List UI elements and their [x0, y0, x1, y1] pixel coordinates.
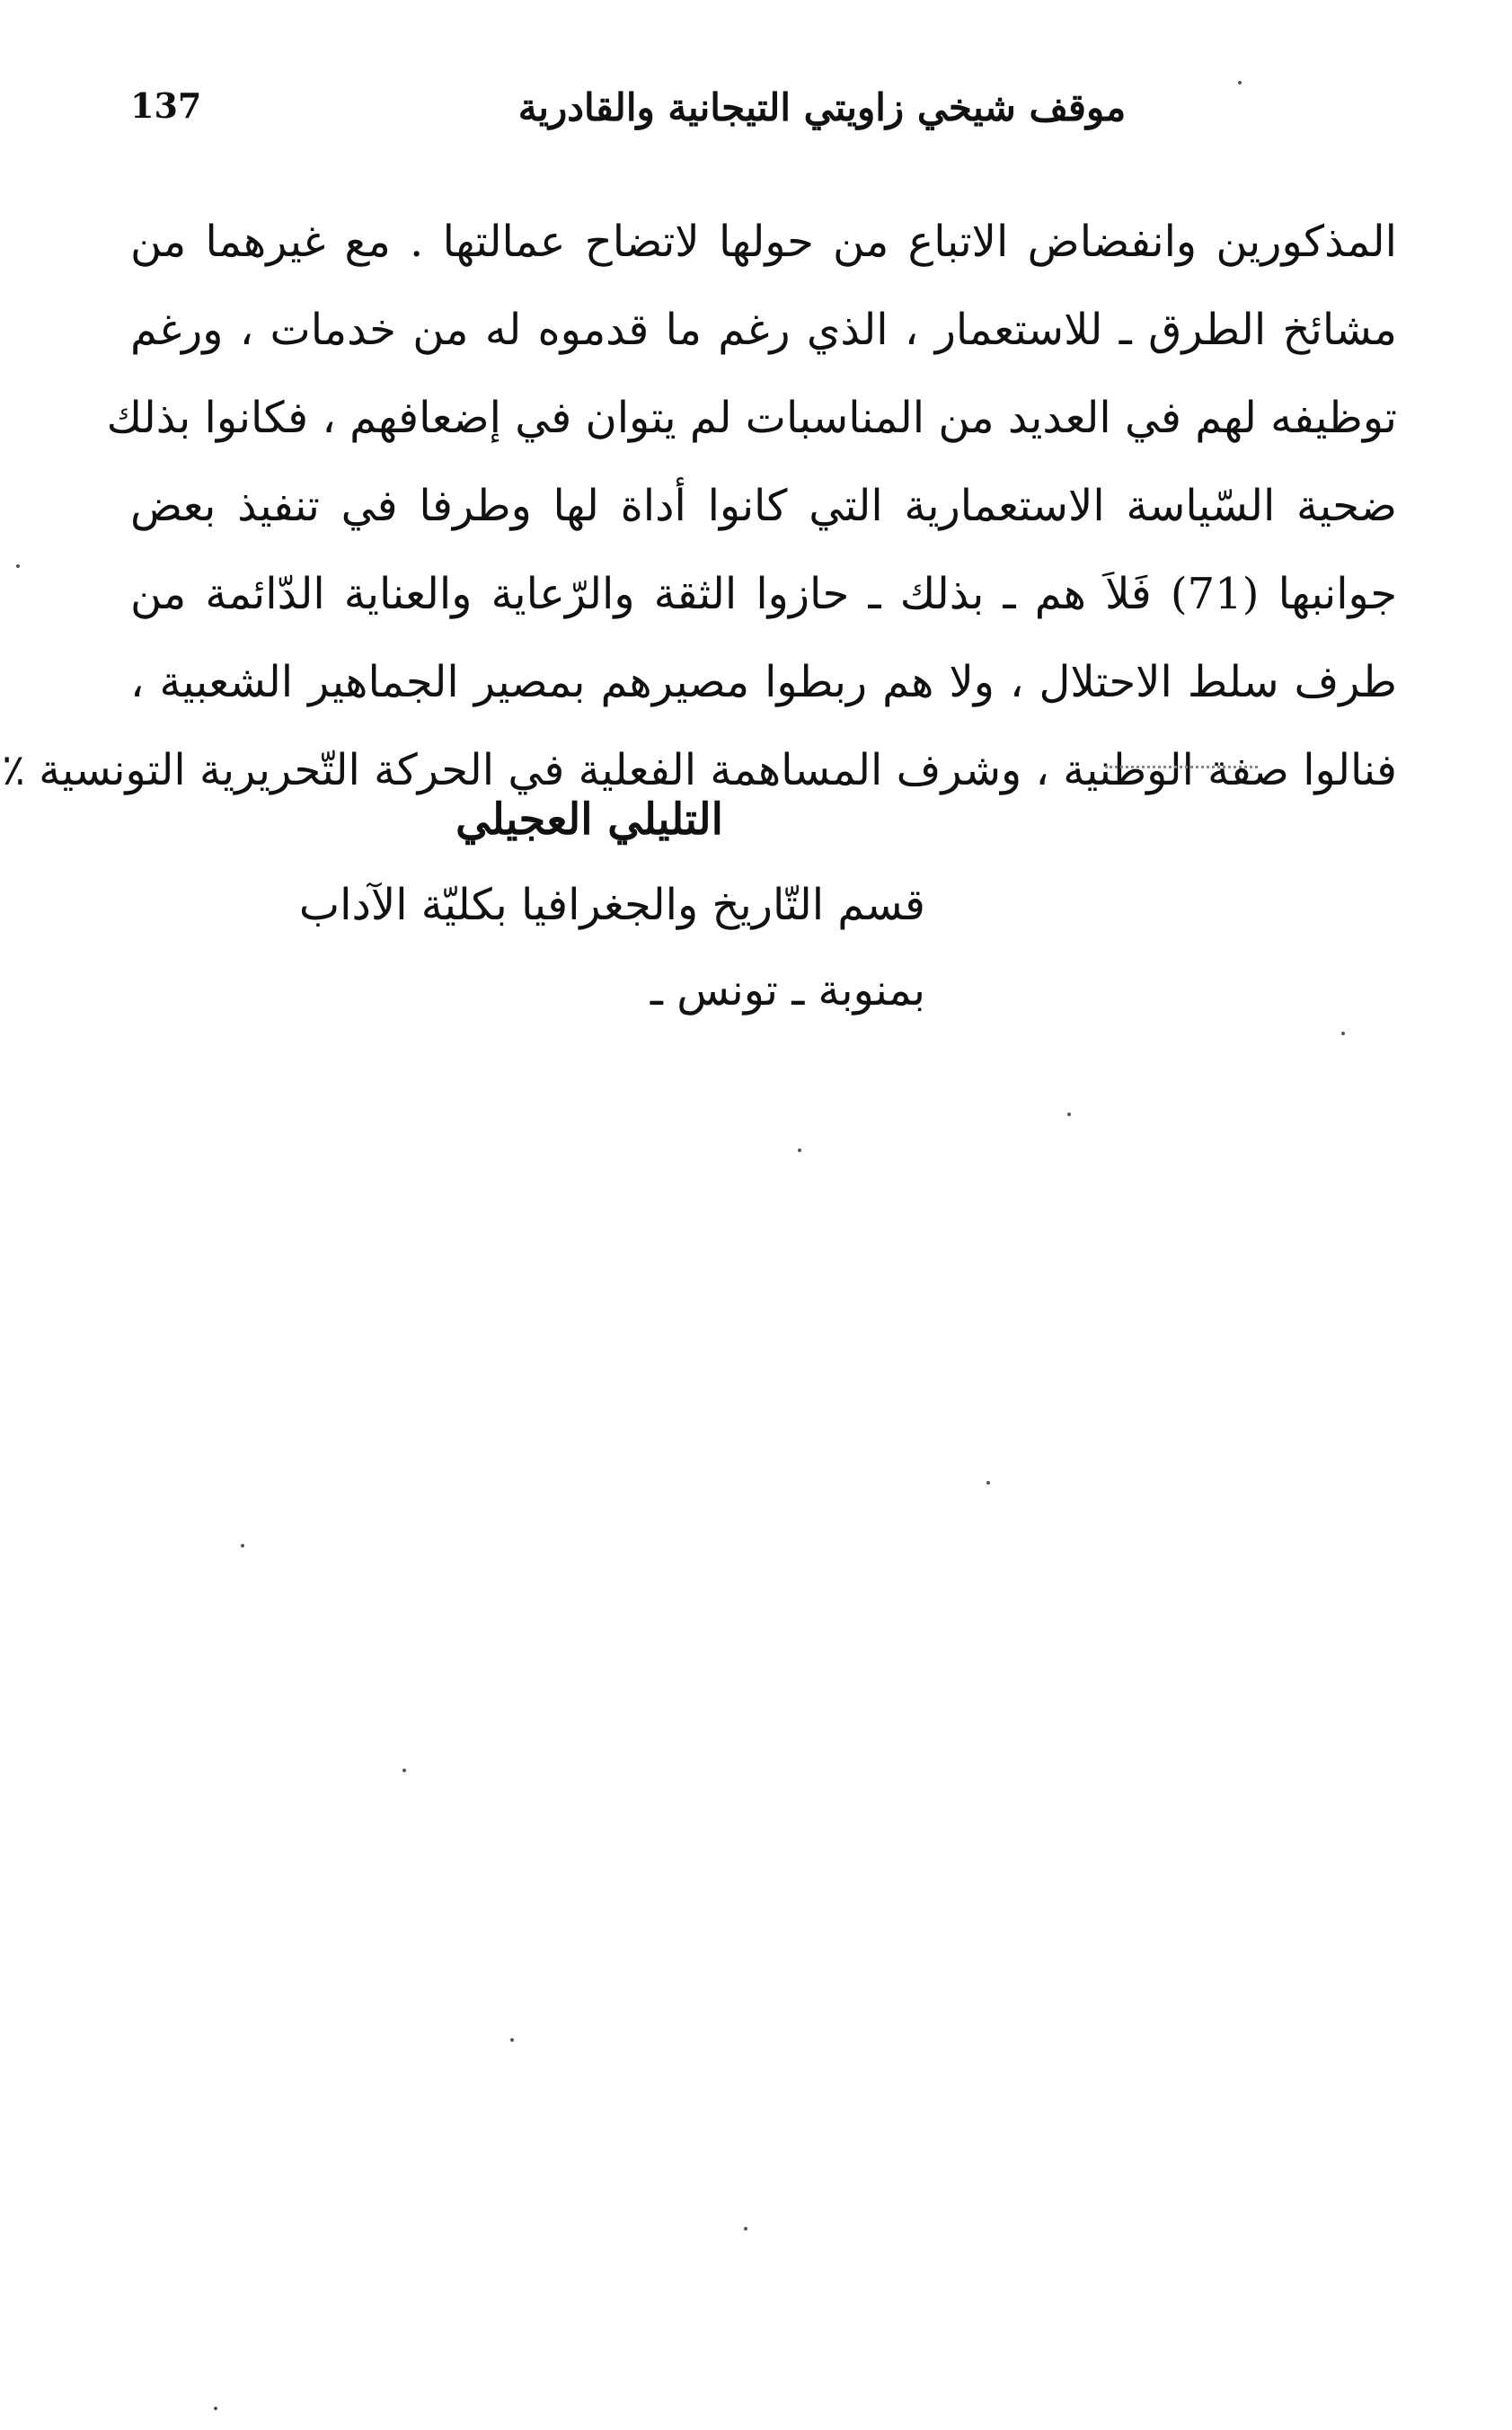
author-location: بمنوبة ـ تونس ـ [650, 965, 925, 1015]
scan-speck [1238, 81, 1242, 84]
running-title: موقف شيخي زاويتي التيجانية والقادرية [517, 85, 1127, 129]
text-line: جوانبها (71) فَلاَ هم ـ بذلك ـ حازوا الثقة والرّعاية والعناية الدّائمة من [130, 569, 1398, 619]
author-signature [234, 777, 925, 1033]
scan-speck [1341, 1032, 1345, 1035]
scan-speck [16, 564, 20, 568]
dotted-divider [1105, 766, 1258, 768]
text-line: توظيفه لهم في العديد من المناسبات لم يتوان في إضعافهم ، فكانوا بذلك [106, 393, 1397, 443]
author-department: قسم التّاريخ والجغرافيا بكليّة الآداب [298, 880, 925, 930]
scan-speck [798, 1148, 801, 1152]
author-name: التليلي العجيلي [455, 794, 723, 845]
text-line: طرف سلط الاحتلال ، ولا هم ربطوا مصيرهم بمصير الجماهير الشعبية ، [130, 657, 1397, 707]
scan-speck [402, 1769, 406, 1772]
page-number: 137 [130, 85, 202, 126]
scan-speck [744, 2227, 747, 2230]
scan-speck [241, 1544, 244, 1548]
text-line: المذكورين وانفضاض الاتباع من حولها لاتضاح عمالتها . مع غيرهما من [130, 217, 1397, 267]
text-line: مشائخ الطرق ـ للاستعمار ، الذي رغم ما قدموه له من خدمات ، ورغم [130, 305, 1397, 355]
scan-speck [510, 2038, 514, 2042]
text-line: ضحية السّياسة الاستعمارية التي كانوا أداة لها وطرفا في تنفيذ بعض [130, 481, 1398, 531]
body-paragraph [2, 198, 1398, 814]
scan-speck [986, 1481, 990, 1485]
page-header [130, 85, 1388, 148]
text-line: فنالوا صفة الوطنية ، وشرف المساهمة الفعلية في الحركة التّحريرية التونسية ٪ [2, 745, 1397, 795]
scan-speck [214, 2407, 217, 2410]
scan-speck [1067, 1113, 1071, 1116]
